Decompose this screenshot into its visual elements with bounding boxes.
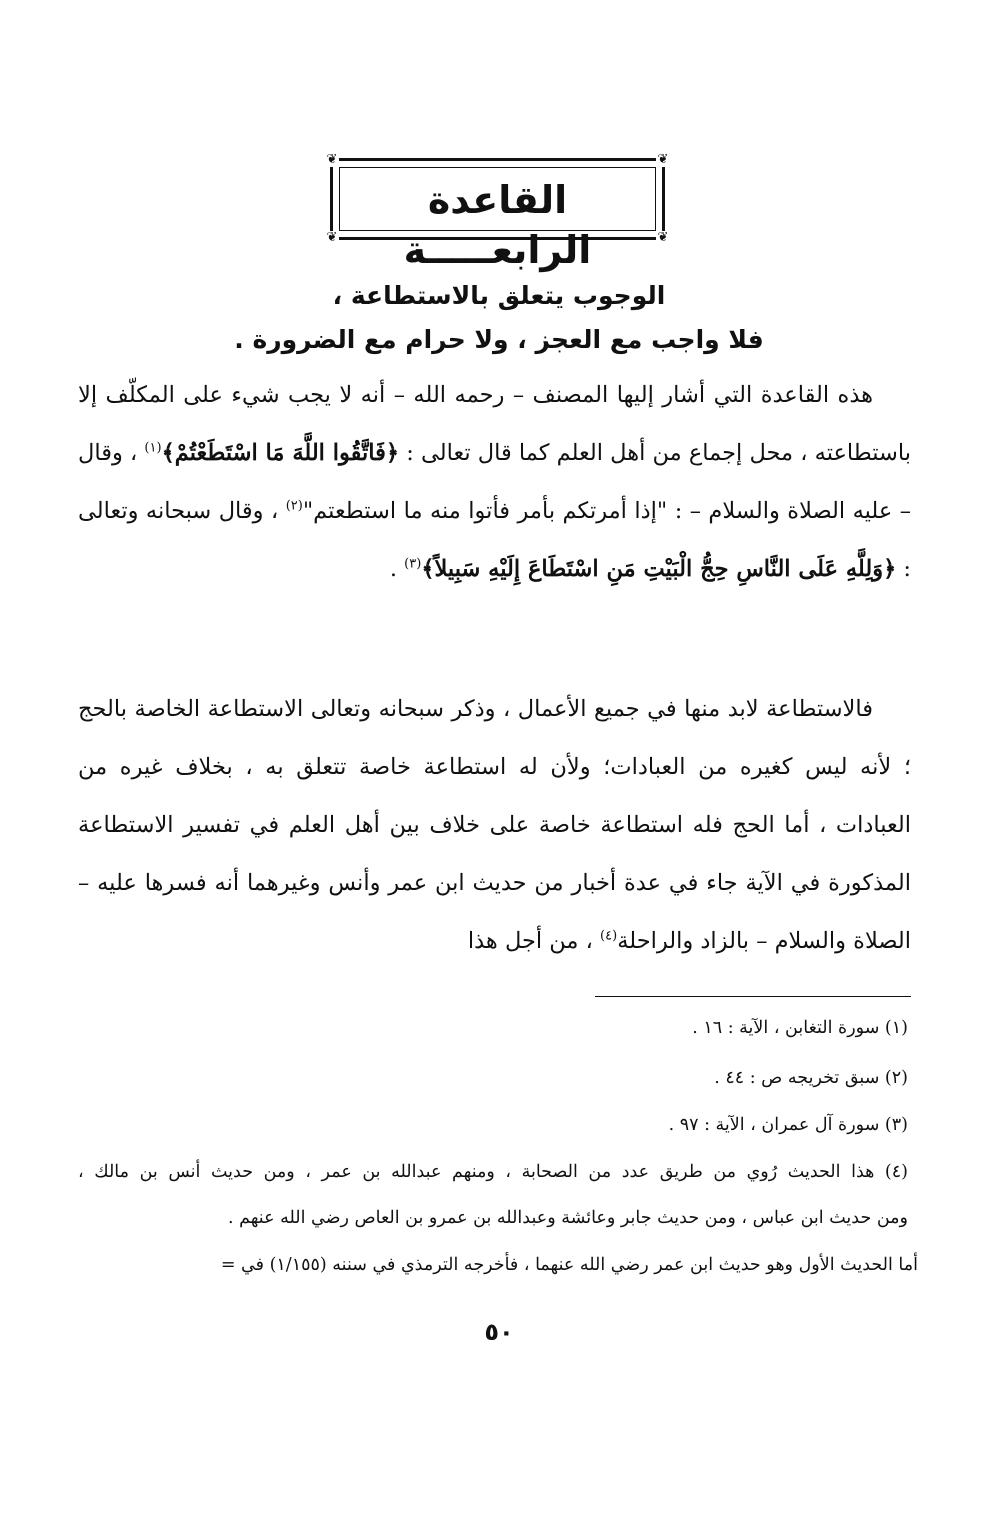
paragraph-text: ، وقال سبحانه وتعالى : [78, 498, 911, 582]
paragraph-1 [78, 366, 911, 598]
rule-statement-line-1: الوجوب يتعلق بالاستطاعة ، [332, 281, 666, 310]
footnote-2: (٢) سبق تخريجه ص : ٤٤ . [714, 1068, 908, 1088]
quran-verse: ﴿فَاتَّقُوا اللَّهَ مَا اسْتَطَعْتُمْ﴾ [161, 440, 400, 466]
ornament-icon: ❦ [326, 230, 338, 245]
paragraph-text: . [389, 556, 405, 582]
rule-statement-line-2: فلا واجب مع العجز ، ولا حرام مع الضرورة . [234, 325, 764, 354]
footnote-ref: (١) [144, 440, 162, 456]
paragraph-text: ، من أجل هذا [467, 928, 601, 954]
paragraph-2 [78, 680, 911, 970]
ornament-icon: ❦ [326, 152, 338, 167]
footnote-1: (١) سورة التغابن ، الآية : ١٦ . [692, 1018, 908, 1038]
quran-verse: ﴿وَلِلَّهِ عَلَى النَّاسِ حِجُّ الْبَيْتِ مَنِ اسْتَطَاعَ إِلَيْهِ سَبِيلاً﴾ [421, 556, 897, 582]
footnote-divider [595, 996, 911, 997]
paragraph-text: فالاستطاعة لابد منها في جميع الأعمال ، وذكر سبحانه وتعالى الاستطاعة الخاصة بالحج ؛ لأنه ليس كغيره من العبادات؛ ولأن له استطاعة خاصة تتعلق به ، بخلاف غيره من العبادات ، أما الحج فله استطاعة خاصة على خلاف بين أهل العلم في تفسير الاستطاعة المذكورة في الآية جاء في عدة أخبار من حديث ابن عمر وأنس وغيرهما أنه فسرها عليه – الصلاة والسلام – بالزاد والراحلة [78, 696, 911, 954]
footnote-ref: (٣) [404, 556, 422, 572]
footnote-4-line-2: ومن حديث ابن عباس ، ومن حديث جابر وعائشة وعبدالله بن عمرو بن العاص رضي الله عنهم . [227, 1208, 908, 1228]
footnote-ref: (٤) [600, 928, 618, 944]
chapter-title-frame [326, 152, 669, 272]
footnote-4-line-3: أما الحديث الأول وهو حديث ابن عمر رضي الله عنهما ، فأخرجه الترمذي في سننه (١/١٥٥) في = [220, 1255, 918, 1275]
chapter-title: القاعدة الرابعـــــة [403, 178, 592, 272]
footnote-4-line-1: (٤) هذا الحديث رُوي من طريق عدد من الصحابة ، ومنهم عبدالله بن عمر ، ومن حديث أنس بن مالك ، [78, 1162, 908, 1182]
page-number: ٥٠ [484, 1318, 514, 1346]
footnote-3: (٣) سورة آل عمران ، الآية : ٩٧ . [668, 1115, 908, 1135]
ornament-icon: ❦ [657, 152, 669, 167]
ornament-icon: ❦ [657, 230, 669, 245]
paragraph-text: ، وقال – عليه الصلاة والسلام – : "إذا أمرتكم بأمر فأتوا منه ما استطعتم" [78, 440, 911, 524]
paragraph-text: هذه القاعدة التي أشار إليها المصنف – رحمه الله – أنه لا يجب شيء على المكلّف إلا باستطاعته ، محل إجماع من أهل العلم كما قال تعالى : [78, 382, 911, 466]
footnote-ref: (٢) [285, 498, 303, 514]
